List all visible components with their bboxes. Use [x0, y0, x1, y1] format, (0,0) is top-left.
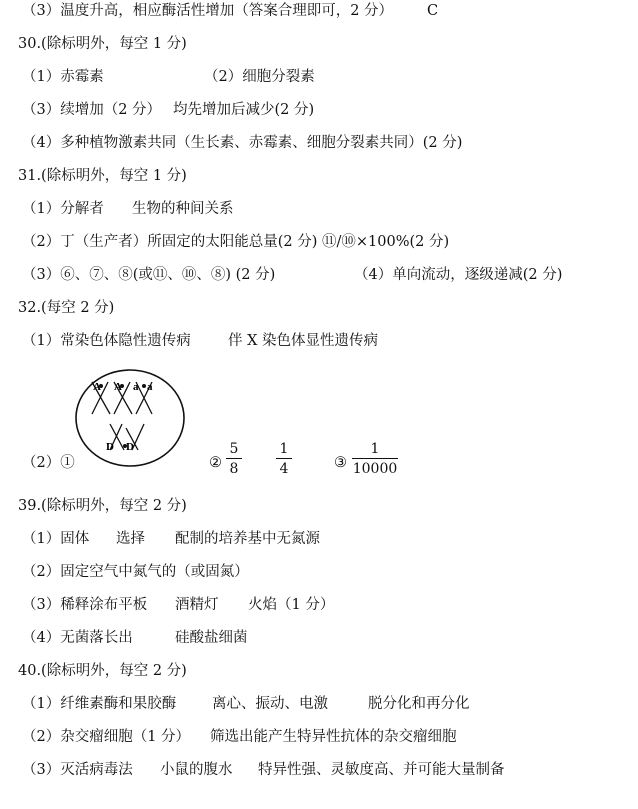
q40-header: 40.(除标明外，每空 2 分): [18, 663, 187, 679]
fraction-1-4-denominator: 4: [279, 461, 289, 477]
q39-item4: （4）无菌落长出: [22, 630, 133, 646]
q39-item3-b: 酒精灯: [175, 597, 219, 613]
q39-item1-c: 配制的培养基中无氮源: [175, 531, 320, 547]
q40-item3: （3）灭活病毒法: [22, 762, 133, 778]
q40-item1-b: 离心、振动、电激: [212, 696, 328, 712]
q39-item3: （3）稀释涂布平板: [22, 597, 148, 613]
q29-item3-choice: C: [427, 3, 439, 19]
q40-item2-b: 筛选出能产生特异性抗体的杂交瘤细胞: [210, 729, 457, 745]
q40-item2: （2）杂交瘤细胞（1 分）: [22, 729, 191, 745]
q31-item1: （1）分解者: [22, 201, 104, 217]
q29-item3: （3）温度升高，相应酶活性增加（答案合理即可，2 分）: [22, 3, 394, 19]
q39-item4-b: 硅酸盐细菌: [175, 630, 248, 646]
label-A1: A: [93, 381, 101, 393]
q32-item1-b: 伴 X 染色体显性遗传病: [228, 333, 379, 349]
q40-item1-c: 脱分化和再分化: [368, 696, 470, 712]
q30-item4: （4）多种植物激素共同（生长素、赤霉素、细胞分裂素共同）(2 分): [22, 135, 463, 151]
label-A2: A: [114, 381, 122, 393]
centromere-3: [142, 384, 146, 388]
q31-item3: （3）⑥、⑦、⑧(或⑪、⑩、⑧) (2 分): [22, 267, 276, 283]
q32-item2-mark3: ③: [334, 455, 347, 471]
q31-item4: （4）单向流动，逐级递减(2 分): [354, 267, 563, 283]
q40-item1: （1）纤维素酶和果胶酶: [22, 696, 177, 712]
label-a2: a: [147, 381, 153, 393]
fraction-1-10000-denominator: 10000: [352, 461, 398, 477]
q31-header: 31.(除标明外，每空 1 分): [18, 168, 187, 184]
fraction-1-10000: [352, 441, 398, 477]
q30-item3: （3）续增加（2 分）: [22, 102, 162, 118]
fraction-1-4-numerator: 1: [276, 441, 292, 459]
q30-item3-b: 均先增加后减少(2 分): [173, 102, 315, 118]
q40-item3-b: 小鼠的腹水: [160, 762, 233, 778]
fraction-1-10000-numerator: 1: [352, 441, 398, 459]
chromosome-cell-diagram: [74, 368, 186, 468]
q32-item1: （1）常染色体隐性遗传病: [22, 333, 191, 349]
q30-header: 30.(除标明外，每空 1 分): [18, 36, 187, 52]
q40-item3-c: 特异性强、灵敏度高、并可能大量制备: [258, 762, 505, 778]
q30-item2: （2）细胞分裂素: [204, 69, 315, 85]
q31-item1-b: 生物的种间关系: [132, 201, 234, 217]
q32-item2-mark2: ②: [209, 455, 222, 471]
q30-item1: （1）赤霉素: [22, 69, 104, 85]
fraction-1-4: [276, 441, 292, 477]
q39-item1-b: 选择: [116, 531, 145, 547]
fraction-5-8-denominator: 8: [229, 461, 239, 477]
q32-item2-label: （2）①: [22, 455, 75, 471]
q39-item1: （1）固体: [22, 531, 90, 547]
fraction-5-8-numerator: 5: [226, 441, 242, 459]
label-D1: D: [106, 441, 114, 453]
q39-item3-c: 火焰（1 分）: [248, 597, 335, 613]
q39-header: 39.(除标明外，每空 2 分): [18, 498, 187, 514]
q31-item2: （2）丁（生产者）所固定的太阳能总量(2 分) ⑪/⑩×100%(2 分): [22, 234, 450, 250]
fraction-5-8: [226, 441, 242, 477]
label-D2: D: [126, 441, 134, 453]
label-a1: a: [133, 381, 139, 393]
q32-header: 32.(每空 2 分): [18, 300, 115, 316]
q39-item2: （2）固定空气中氮气的（或固氮）: [22, 564, 249, 580]
